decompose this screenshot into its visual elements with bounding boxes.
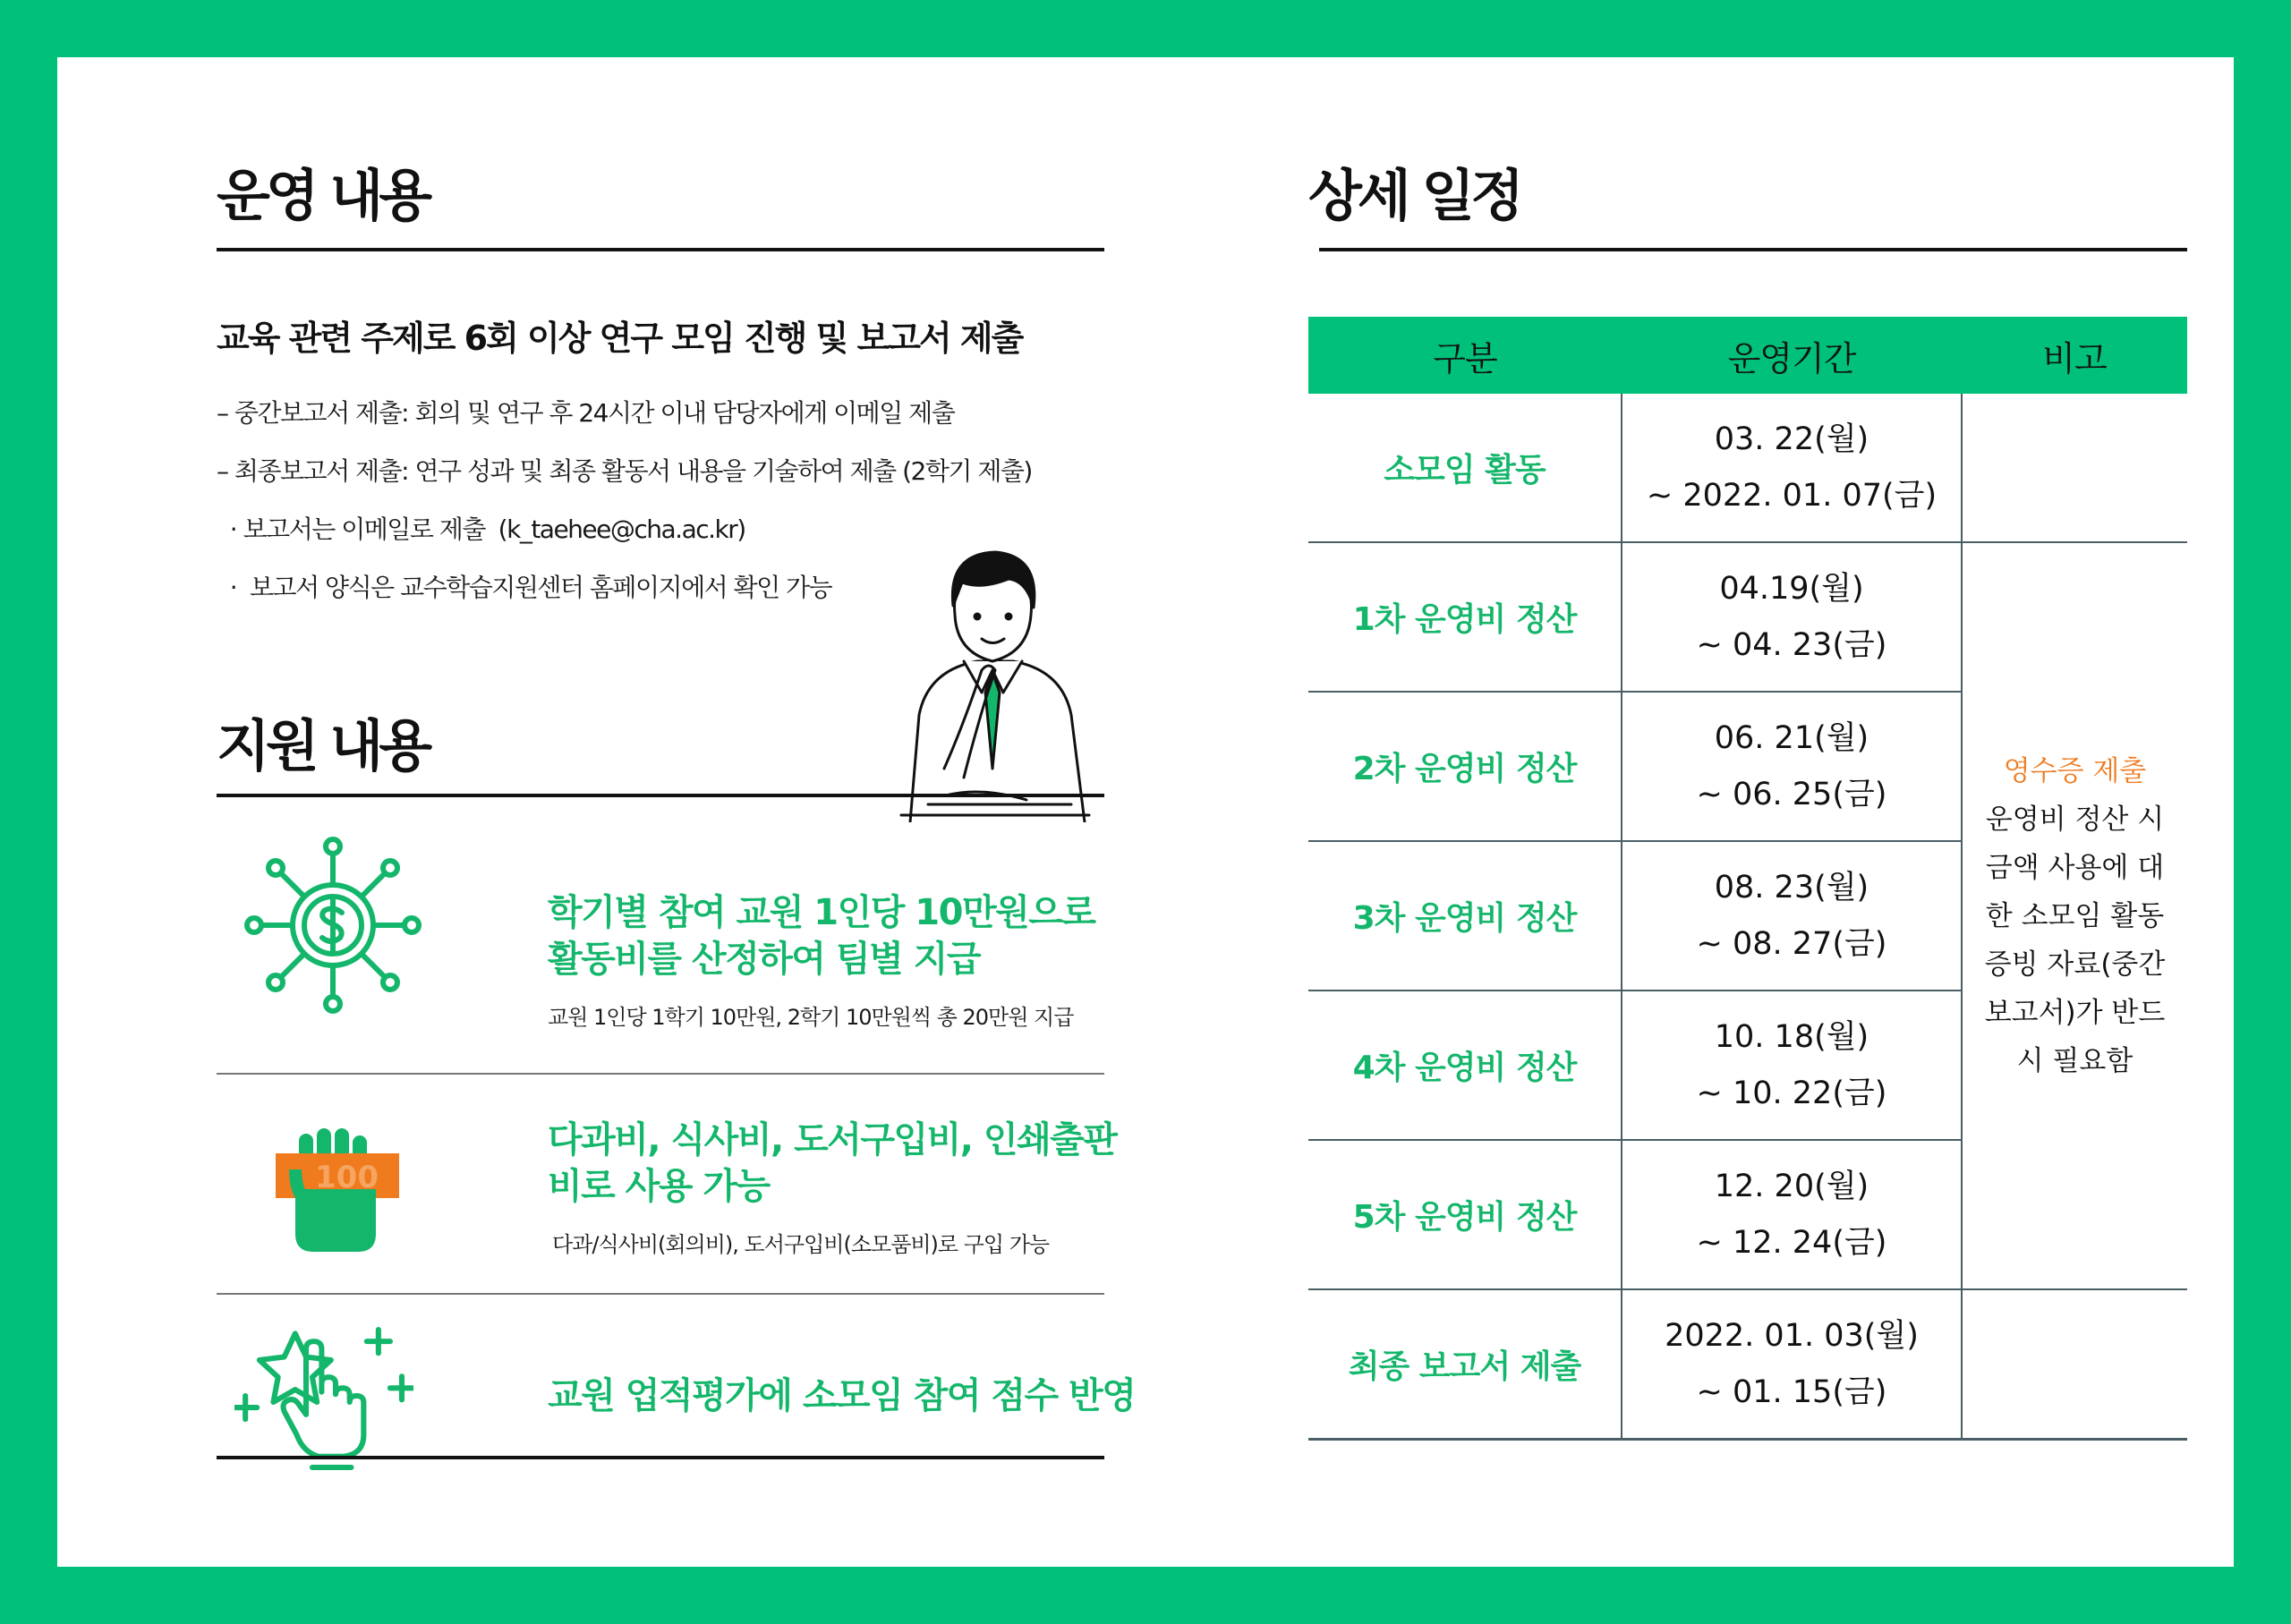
operation-item: · 보고서는 이메일로 제출 (k_taehee@cha.ac.kr) <box>217 514 745 544</box>
row-period <box>1622 1289 1962 1440</box>
support-title: 지원 내용 <box>217 713 429 778</box>
row-category: 소모임 활동 <box>1308 394 1622 542</box>
period-start: 10. 18(월) <box>1714 1018 1869 1055</box>
period-end: ~ 06. 25(금) <box>1696 776 1887 812</box>
period-start: 06. 21(월) <box>1714 719 1869 756</box>
row-period <box>1622 991 1962 1140</box>
dollar-network-icon <box>243 836 422 1015</box>
note-line: 금액 사용에 대 <box>1985 851 2165 884</box>
row-category: 3차 운영비 정산 <box>1308 841 1622 991</box>
row-period <box>1622 394 1962 542</box>
period-start: 08. 23(월) <box>1714 869 1869 906</box>
operation-item: – 최종보고서 제출: 연구 성과 및 최종 활동서 내용을 기술하여 제출 (2학기 제출) <box>217 456 1032 486</box>
businessman-illustration <box>892 536 1098 822</box>
support-item-heading: 학기별 참여 교원 1인당 10만원으로 <box>548 892 1095 933</box>
period-end: ~ 04. 23(금) <box>1696 626 1887 663</box>
row-category: 1차 운영비 정산 <box>1308 542 1622 692</box>
operation-title-rule <box>217 248 1104 251</box>
operation-title: 운영 내용 <box>217 163 429 228</box>
support-divider <box>217 1073 1104 1075</box>
support-divider <box>217 1293 1104 1295</box>
table-row <box>1308 394 2187 542</box>
note-highlight: 영수증 제출 <box>2003 754 2147 787</box>
row-category: 4차 운영비 정산 <box>1308 991 1622 1140</box>
note-line: 시 필요함 <box>2016 1044 2133 1077</box>
period-start: 12. 20(월) <box>1714 1168 1869 1204</box>
period-end: ~ 12. 24(금) <box>1696 1224 1887 1261</box>
row-period <box>1622 692 1962 841</box>
schedule-title-rule <box>1319 248 2187 251</box>
support-item-description: 교원 1인당 1학기 10만원, 2학기 10만원씩 총 20만원 지급 <box>548 1005 1074 1030</box>
period-end: ~ 01. 15(금) <box>1696 1373 1887 1410</box>
schedule-table <box>1308 317 2187 1441</box>
row-note-receipt <box>1962 542 2187 1289</box>
row-category: 5차 운영비 정산 <box>1308 1140 1622 1289</box>
row-period <box>1622 841 1962 991</box>
note-line: 운영비 정산 시 <box>1985 803 2165 836</box>
support-bottom-rule <box>217 1456 1104 1459</box>
row-period <box>1622 1140 1962 1289</box>
support-title-rule <box>217 794 1104 797</box>
table-row <box>1308 542 2187 692</box>
support-item-evaluation <box>217 1297 1136 1512</box>
schedule-header-row <box>1308 317 2187 394</box>
period-start: 2022. 01. 03(월) <box>1665 1317 1919 1354</box>
header-period: 운영기간 <box>1622 317 1962 394</box>
row-note-empty <box>1962 394 2187 542</box>
schedule-title: 상세 일정 <box>1308 163 1520 228</box>
support-item-heading: 활동비를 산정하여 팀별 지급 <box>548 939 980 980</box>
period-start: 03. 22(월) <box>1714 421 1869 457</box>
page-panel <box>57 57 2234 1567</box>
note-line: 증빙 자료(중간 <box>1984 948 2166 981</box>
support-item-allowance <box>217 818 1104 1077</box>
operation-item: – 중간보고서 제출: 회의 및 연구 후 24시간 이내 담당자에게 이메일 제출 <box>217 398 955 428</box>
support-item-heading: 비로 사용 가능 <box>548 1166 770 1207</box>
operation-headline: 교육 관련 주제로 6회 이상 연구 모임 진행 및 보고서 제출 <box>217 319 1023 358</box>
table-row <box>1308 1289 2187 1440</box>
support-item-heading: 교원 업적평가에 소모임 참여 점수 반영 <box>548 1375 1136 1416</box>
row-category: 2차 운영비 정산 <box>1308 692 1622 841</box>
row-period <box>1622 542 1962 692</box>
period-end: ~ 08. 27(금) <box>1696 925 1887 962</box>
support-item-usage <box>217 1077 1117 1292</box>
header-category: 구분 <box>1308 317 1622 394</box>
cash-amount-label: 100 <box>315 1160 379 1195</box>
period-end: ~ 10. 22(금) <box>1696 1075 1887 1111</box>
header-note: 비고 <box>1962 317 2187 394</box>
note-line: 한 소모임 활동 <box>1985 899 2165 932</box>
note-line: 보고서)가 반드 <box>1984 996 2166 1029</box>
support-item-description: 다과/식사비(회의비), 도서구입비(소모품비)로 구입 가능 <box>552 1232 1050 1257</box>
operation-item: · 보고서 양식은 교수학습지원센터 홈페이지에서 확인 가능 <box>217 573 832 602</box>
period-end: ~ 2022. 01. 07(금) <box>1646 477 1938 514</box>
period-start: 04.19(월) <box>1719 570 1864 607</box>
support-item-heading: 다과비, 식사비, 도서구입비, 인쇄출판 <box>548 1119 1117 1161</box>
row-note-empty <box>1962 1289 2187 1440</box>
row-category: 최종 보고서 제출 <box>1308 1289 1622 1440</box>
